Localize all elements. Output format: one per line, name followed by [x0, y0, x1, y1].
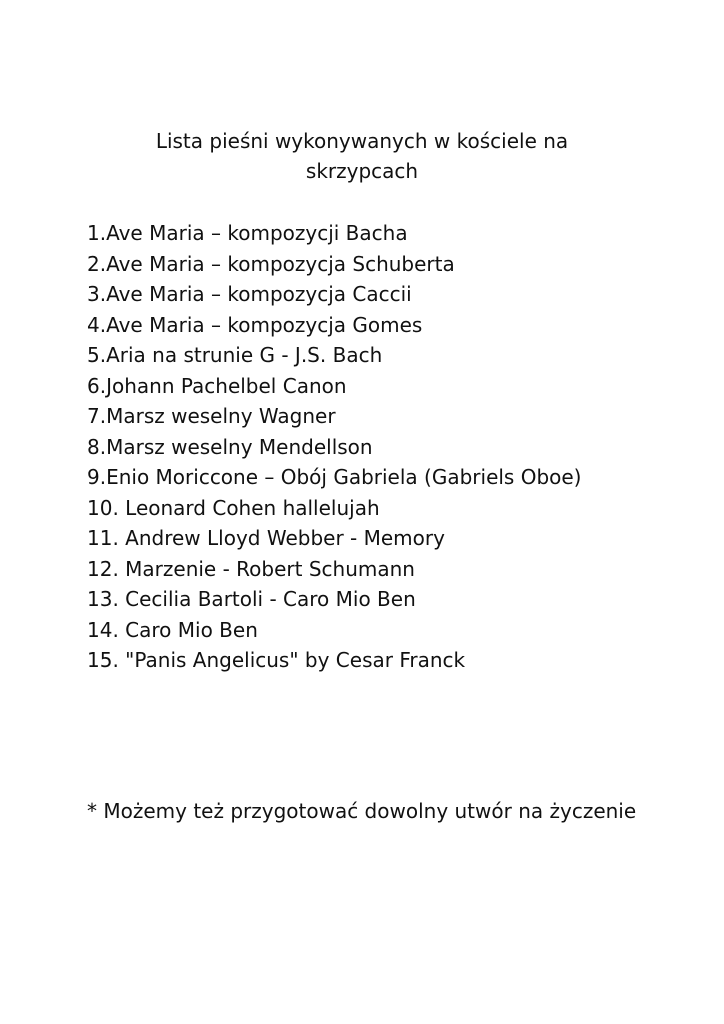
- song-item: 11. Andrew Lloyd Webber - Memory: [87, 526, 445, 550]
- song-item: 8.Marsz weselny Mendellson: [87, 434, 373, 459]
- song-item: 5.Aria na strunie G - J.S. Bach: [87, 343, 383, 367]
- song-list: [87, 218, 587, 676]
- song-item: 12. Marzenie - Robert Schumann: [87, 556, 415, 581]
- song-item: 2.Ave Maria – kompozycja Schuberta: [87, 251, 455, 276]
- song-item: 10. Leonard Cohen hallelujah: [87, 495, 380, 520]
- song-item: 13. Cecilia Bartoli - Caro Mio Ben: [87, 587, 416, 611]
- song-item: 15. "Panis Angelicus" by Cesar Franck: [87, 648, 466, 672]
- song-item: 7.Marsz weselny Wagner: [87, 404, 336, 428]
- request-note: * Możemy też przygotować dowolny utwór na życzenie: [87, 799, 637, 823]
- song-item: 9.Enio Moriccone – Obój Gabriela (Gabriels Oboe): [87, 465, 582, 489]
- song-item: 6.Johann Pachelbel Canon: [87, 373, 347, 398]
- song-item: 14. Caro Mio Ben: [87, 617, 258, 642]
- song-item: 4.Ave Maria – kompozycja Gomes: [87, 312, 423, 337]
- song-item: 3.Ave Maria – kompozycja Caccii: [87, 282, 412, 306]
- song-item: 1.Ave Maria – kompozycji Bacha: [87, 221, 408, 245]
- document-title: Lista pieśni wykonywanych w kościele na skrzypcach: [155, 129, 569, 183]
